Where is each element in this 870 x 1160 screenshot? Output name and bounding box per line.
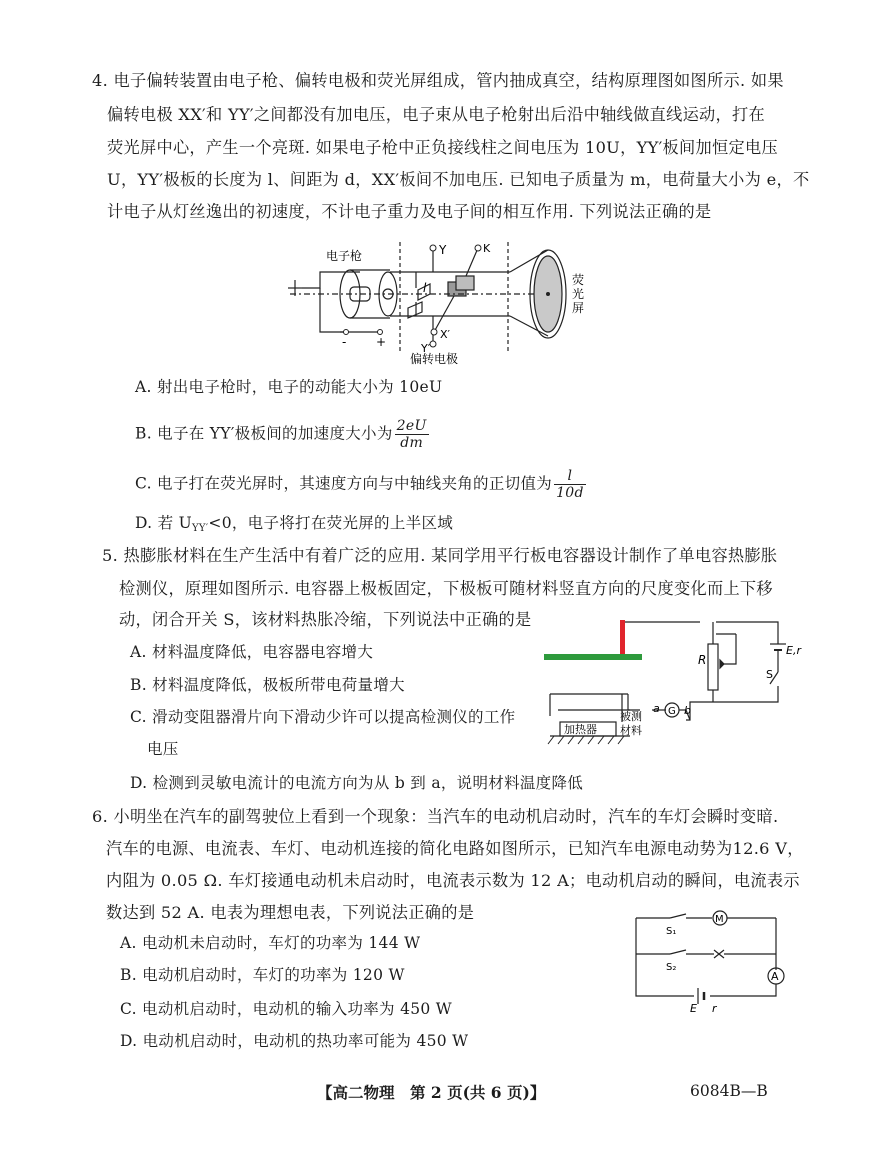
fig-s1-label: S₁ xyxy=(666,926,677,937)
q4-option-c-fraction xyxy=(554,468,586,501)
q6-option-d: D. 电动机启动时，电动机的热功率可能为 450 W xyxy=(120,1032,469,1050)
fig-r-small-label: r xyxy=(712,1002,717,1015)
q4-option-a: A. 射出电子枪时，电子的动能大小为 10eU xyxy=(135,378,443,396)
fig-screen-label-3: 屏 xyxy=(572,301,585,315)
motor-m-icon: M xyxy=(715,914,724,925)
q5-option-a: A. 材料温度降低，电容器电容增大 xyxy=(130,643,374,661)
q4-line-3: 荧光屏中心，产生一个亮斑. 如果电子枪中正负接线柱之间电压为 10U，YY′板间加恒定电压 xyxy=(107,138,778,157)
q4-option-d-post: <0，电子将打在荧光屏的上半区域 xyxy=(208,514,454,532)
q4-option-d xyxy=(135,512,453,540)
q4-option-d-pre: D. 若 U xyxy=(135,514,193,532)
q4-option-c-num: l xyxy=(554,468,586,485)
q4-option-c-den: 10d xyxy=(556,485,584,501)
fig-k-label: K xyxy=(483,242,491,255)
q6-option-a: A. 电动机未启动时，车灯的功率为 144 W xyxy=(120,934,421,952)
fig-l-label: l xyxy=(423,281,427,295)
q4-deflection-tube-figure xyxy=(280,232,600,370)
fig-s2-label: S₂ xyxy=(666,962,677,973)
q5-line-3: 动，闭合开关 S，该材料热胀冷缩，下列说法中正确的是 xyxy=(119,610,532,629)
fig-screen-label-1: 荧 xyxy=(572,273,585,287)
q6-line-1: 6. 小明坐在汽车的副驾驶位上看到一个现象：当汽车的电动机启动时，汽车的车灯会瞬时变暗. xyxy=(92,807,779,826)
q5-option-c-line-2: 电压 xyxy=(147,740,179,758)
fig-xprime-label: X′ xyxy=(440,328,451,341)
q6-option-b: B. 电动机启动时，车灯的功率为 120 W xyxy=(120,966,405,984)
fig-a-label: a xyxy=(653,702,660,715)
q4-option-b xyxy=(135,418,429,451)
ammeter-a-icon: A xyxy=(771,970,779,983)
fig-gun-label: 电子枪 xyxy=(326,249,363,263)
fig-s-label: S xyxy=(766,668,773,681)
q6-line-4: 数达到 52 A. 电表为理想电表，下列说法正确的是 xyxy=(106,903,475,922)
q4-option-b-text: B. 电子在 YY′极板间的加速度大小为 xyxy=(135,424,393,443)
fig-e-label: E xyxy=(690,1002,697,1015)
q6-line-3: 内阻为 0.05 Ω. 车灯接通电动机未启动时，电流表示数为 12 A；电动机启动的瞬间，电流表示 xyxy=(106,871,800,890)
q4-option-b-fraction xyxy=(395,418,429,451)
q4-option-c xyxy=(135,468,586,501)
q6-car-circuit-figure xyxy=(628,908,808,1018)
q4-line-4: U，YY′极板的长度为 l、间距为 d，XX′板间不加电压. 已知电子质量为 m，电荷量大小为 e，不 xyxy=(107,170,810,189)
q6-line-2: 汽车的电源、电流表、车灯、电动机连接的简化电路如图所示，已知汽车电源电动势为12.6 V， xyxy=(106,839,804,858)
q4-option-d-sub: YY′ xyxy=(192,523,209,534)
q5-option-c-line-1: C. 滑动变阻器滑片向下滑动少许可以提高检测仪的工作 xyxy=(130,708,516,726)
q4-line-2: 偏转电极 XX′和 YY′之间都没有加电压，电子束从电子枪射出后沿中轴线做直线运动，打在 xyxy=(107,105,766,124)
q5-line-1: 5. 热膨胀材料在生产生活中有着广泛的应用. 某同学用平行板电容器设计制作了单电容热膨胀 xyxy=(102,546,778,565)
q5-option-b: B. 材料温度降低，极板所带电荷量增大 xyxy=(130,676,405,694)
q4-line-5: 计电子从灯丝逸出的初速度，不计电子重力及电子间的相互作用. 下列说法正确的是 xyxy=(107,202,712,221)
fig-screen-label-2: 光 xyxy=(572,287,585,301)
q6-option-c: C. 电动机启动时，电动机的输入功率为 450 W xyxy=(120,1000,453,1018)
q5-option-d: D. 检测到灵敏电流计的电流方向为从 b 到 a，说明材料温度降低 xyxy=(130,774,584,792)
q4-option-b-num: 2eU xyxy=(396,418,427,434)
paper-code: 6084B—B xyxy=(690,1082,768,1100)
q5-line-2: 检测仪，原理如图所示. 电容器上极板固定，下极板可随材料竖直方向的尺度变化而上下移 xyxy=(119,579,773,598)
fig-y-label: Y xyxy=(439,243,447,257)
fig-heater-label: 加热器 xyxy=(564,723,597,736)
q5-detector-figure xyxy=(540,614,810,750)
galvanometer-g-icon: G xyxy=(668,706,676,717)
fig-yprime-label: Y′ xyxy=(421,342,431,355)
q4-option-c-text: C. 电子打在荧光屏时，其速度方向与中轴线夹角的正切值为 xyxy=(135,474,553,493)
fig-minus-label: - xyxy=(342,335,347,349)
fig-r-label: R xyxy=(698,653,707,667)
q4-option-b-den: dm xyxy=(400,435,424,451)
capacitor-plate-green xyxy=(544,654,642,660)
fig-material-label-1: 被测 xyxy=(620,710,642,723)
fig-plus-label: + xyxy=(376,335,387,349)
q4-line-1: 4. 电子偏转装置由电子枪、偏转电极和荧光屏组成，管内抽成真空，结构原理图如图所示. 如果 xyxy=(92,71,784,90)
fig-material-label-2: 材料 xyxy=(620,724,642,737)
fig-er-label: E,r xyxy=(786,644,801,657)
fig-b-label: b xyxy=(684,704,691,717)
fig-deflect-label: 偏转电极 xyxy=(410,352,459,366)
page-footer: 【高二物理 第 2 页(共 6 页)】 xyxy=(317,1083,546,1102)
